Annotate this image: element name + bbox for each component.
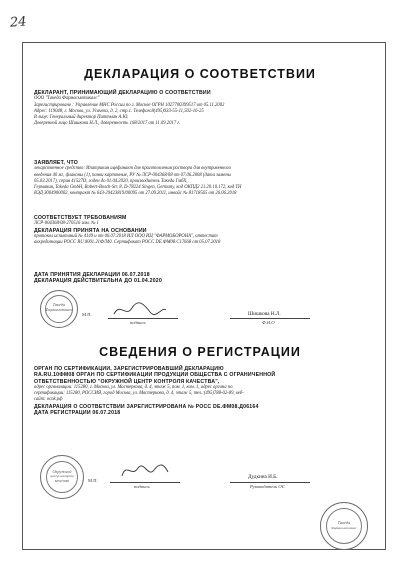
- signer-name: Дудкина И.Б.: [248, 474, 278, 480]
- mp-label: М.П.: [88, 478, 98, 483]
- signature-caption: подпись: [134, 484, 150, 489]
- org-line: ОТВЕТСТВЕННОСТЬЮ "ОКРУЖНОЙ ЦЕНТР КОНТРОЛЯ КАЧЕСТВА",: [34, 378, 220, 385]
- basis-line: аккредитации РОСС RU.0001.21ФЛ40. Сертификат РОСС DE.ФМ08.С17668 от 05.07.2018: [34, 240, 221, 246]
- applicant-block: [34, 90, 374, 128]
- statement-block: [34, 160, 374, 198]
- corner-seal: [320, 502, 368, 550]
- statement-line: введения 40 мг, флаконы (1), пачки картонные, РУ № ЛСР-004368/08 от 07.06.2008 (дата замены: [34, 172, 231, 178]
- applicant-line: В лице: Генеральный директор Питтман А.Ю.: [34, 115, 129, 121]
- accept-date: ДАТА ПРИНЯТИЯ ДЕКЛАРАЦИИ 06.07.2018: [34, 272, 150, 278]
- seal-text: Фармасьютикалс: [331, 526, 357, 530]
- seal-text: Такеда: [52, 302, 66, 307]
- applicant-line: Зарегистрировано : Управление МНС России по г. Москве ОГРН 1027700399517 от 05.11.2002: [34, 102, 225, 108]
- signature-line: [108, 318, 178, 319]
- fio-line: [230, 318, 310, 319]
- statement-line: лекарственное средство: Ипатрикин ацефинакт для приготовления раствора для внутривенного: [34, 166, 231, 172]
- seal-text: Окружной: [52, 469, 72, 474]
- requirements-header: СООТВЕТСТВУЕТ ТРЕБОВАНИЯМ: [34, 215, 127, 221]
- applicant-header: ДЕКЛАРАНТ, ПРИНИМАЮЩИЙ ДЕКЛАРАЦИЮ О СООТВЕТСТВИИ: [34, 90, 211, 96]
- basis-header: ДЕКЛАРАЦИЯ ПРИНЯТА НА ОСНОВАНИИ: [34, 227, 147, 234]
- org-line: RA.RU.10ФМ08 ОРГАН ПО СЕРТИФИКАЦИИ ПРОДУКЦИИ ОБЩЕСТВА С ОГРАНИЧЕННОЙ: [34, 372, 276, 379]
- handwritten-page-number: 24: [9, 14, 28, 31]
- registration-date: ДАТА РЕГИСТРАЦИИ 06.07.2018: [34, 410, 121, 417]
- valid-until: ДЕКЛАРАЦИЯ ДЕЙСТВИТЕЛЬНА ДО 01.04.2020: [34, 278, 162, 285]
- requirements-block: [34, 215, 374, 246]
- org-line: сайт: ocnk.pф: [34, 397, 63, 403]
- fio-caption: Ф.И.О: [262, 320, 275, 325]
- declaration-title: ДЕКЛАРАЦИЯ О СООТВЕТСТВИИ: [84, 67, 316, 81]
- head-caption: Руководитель ОС: [250, 484, 285, 489]
- statement-line: Германия, Takeda GmbH, Robert-Bosch-Str. 8, D-78224 Singen, Germany, код ОКПД2 21.20.10.172, код ТН: [34, 185, 242, 191]
- registration-seal: [40, 455, 84, 499]
- company-seal: [40, 290, 78, 328]
- statement-header: ЗАЯВЛЯЕТ, ЧТО: [34, 160, 79, 166]
- statement-line: ВЭД 3004900002, контракт № 643-29423819/00095 от 27.09.2011, инвойс № 81718565 от 26.06.2018: [34, 191, 237, 197]
- applicant-line: Адрес: 119048, г. Москва, ул. Усачева, д. 2, стр.1. Телефон:8(495)933-55-11,502-16-25: [34, 108, 204, 114]
- applicant-line: Доверенной лицо Шишкова Н.Л., доверенность 168/2017 от 11.09.2017 г.: [34, 121, 181, 127]
- seal-text: Такеда: [337, 520, 351, 525]
- seal-text: Фармасьютикалс: [45, 308, 73, 312]
- org-line: сертификации: 115280, РОССИЯ, город Москва, ул. Мастеркова, д. 4, этаж 5, тел.:(495)788-02-89, веб-: [34, 391, 244, 397]
- head-line: [230, 482, 310, 483]
- registration-title: СВЕДЕНИЯ О РЕГИСТРАЦИИ: [99, 345, 301, 359]
- requirements-line: ЛСР-004368/08-270516 изм. № 1: [34, 221, 99, 227]
- signature-caption: подпись: [130, 320, 146, 325]
- registered-line: ДЕКЛАРАЦИЯ О СООТВЕТСТВИИ ЗАРЕГИСТРИРОВАНА № РОСС DE.ФМ08.Д06164: [34, 403, 259, 410]
- org-header: ОРГАН ПО СЕРТИФИКАЦИИ, ЗАРЕГИСТРИРОВАВШИЙ ДЕКЛАРАЦИЮ: [34, 366, 224, 372]
- registration-org-block: [34, 366, 374, 416]
- seal-text: центр контроля: [50, 474, 74, 478]
- seal-text: качества: [54, 479, 70, 483]
- mp-label: М.П.: [82, 312, 92, 317]
- statement-line: 05.03.2017), серия 41527D, годен до 01.04.2020, производитель Такеда ГмбХ,: [34, 178, 188, 184]
- basis-line: протокол испытаний № 4149 и от 06.07.2018 ИЛ ООО ИЦ "ФАРМОБОРОНА", аттестат: [34, 233, 218, 239]
- signer-name: Шишкова Н.Л.: [248, 311, 281, 317]
- org-line: адрес организации: 115280, г. Москва, ул. Мастеркова, д. 4, этаж 5, пом. 1, ком. 1, адрес органа по: [34, 384, 233, 390]
- declaration-dates: [34, 272, 374, 285]
- signature-scribble: [118, 458, 173, 482]
- applicant-line: ООО "Такеда Фармасьютикалс": [34, 96, 100, 102]
- signature-line: [110, 482, 180, 483]
- signature-scribble: [110, 300, 170, 320]
